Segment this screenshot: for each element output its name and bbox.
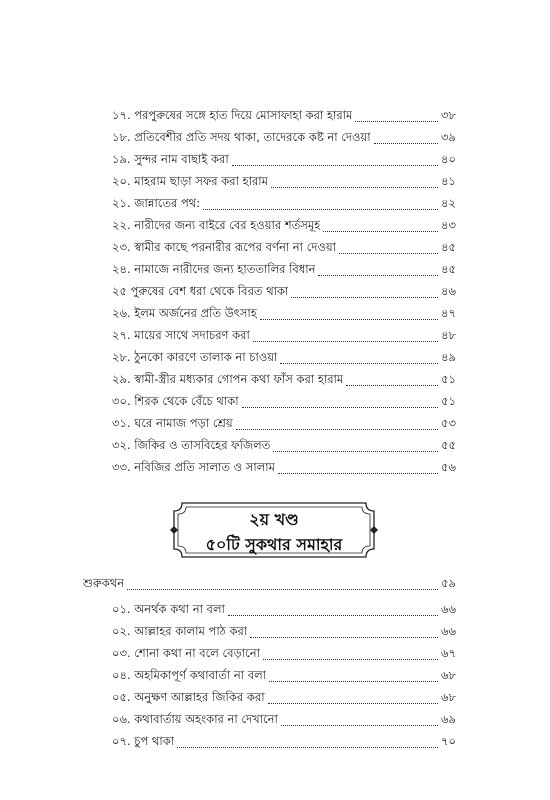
dot-leader (280, 363, 438, 364)
toc-entry-page: ৪৫ (441, 240, 456, 254)
toc-entry[interactable] (112, 708, 456, 730)
toc-entry-page: ৫৯ (441, 576, 456, 590)
dot-leader (253, 341, 438, 342)
toc-entry-page: ৬৬ (441, 602, 456, 616)
toc-entry-page: ৫৬ (441, 460, 456, 474)
toc-entry[interactable] (112, 456, 456, 478)
dot-leader (355, 121, 438, 122)
toc-entry-title: ৩১. ঘরে নামাজ পড়া শ্রেয় (112, 416, 233, 430)
toc-entry[interactable] (112, 192, 456, 214)
toc-entry-title: ১৭. পরপুরুষের সঙ্গে হাত দিয়ে মোসাফাহা করা হারাম (112, 108, 353, 122)
toc-entry-title: ৩৩. নবিজির প্রতি সালাত ও সালাম (112, 460, 275, 474)
toc-entry-page: ৪৩ (441, 218, 456, 232)
dot-leader (242, 407, 439, 408)
dot-leader (228, 615, 438, 616)
toc-entry[interactable] (112, 104, 456, 126)
toc-entry-page: ৪৫ (441, 262, 456, 276)
dot-leader (127, 589, 438, 590)
toc-list-part-one (112, 104, 456, 478)
toc-entry-title: ২৪. নামাজে নারীদের জন্য হাততালির বিধান (112, 262, 316, 276)
toc-entry[interactable] (112, 390, 456, 412)
dot-leader (278, 473, 438, 474)
toc-entry[interactable] (112, 170, 456, 192)
toc-entry-page: ৪১ (441, 174, 456, 188)
toc-entry-page: ৪০ (441, 152, 456, 166)
toc-entry-page: ৫৫ (441, 438, 456, 452)
toc-entry-title: ০৭. চুপ থাকা (112, 734, 175, 748)
toc-entry-title: ২৫ পুরুষের বেশ ধরা থেকে বিরত থাকা (112, 284, 289, 298)
toc-entry-page: ৭০ (441, 734, 456, 748)
toc-entry-title: ৩২. জিকির ও তাসবিহের ফজিলত (112, 438, 271, 452)
toc-entry-title: ০৪. অহমিকাপূর্ণ কথাবার্তা না বলা (112, 668, 267, 682)
toc-entry-title: ২৬. ইলম অর্জনের প্রতি উৎসাহ (112, 306, 257, 320)
toc-entry-page: ৬৮ (441, 690, 456, 704)
toc-entry-title: ৩০. শিরক থেকে বেঁচে থাকা (112, 394, 239, 408)
toc-entry-page: ৩৯ (441, 130, 456, 144)
toc-entry-title: ২৩. স্বামীর কাছে পরনারীর রূপের বর্ণনা না দেওয়া (112, 240, 336, 254)
toc-entry[interactable] (112, 324, 456, 346)
toc-entry-title: ২৯. স্বামী-স্ত্রীর মধ্যকার গোপন কথা ফাঁস করা হারাম (112, 372, 344, 386)
toc-entry-intro[interactable] (83, 572, 456, 594)
section-title: ২য় খণ্ড (249, 510, 299, 529)
toc-entry-title: ০১. অনর্থক কথা না বলা (112, 602, 225, 616)
toc-entry[interactable] (112, 434, 456, 456)
toc-entry-page: ৬৭ (441, 646, 456, 660)
dot-leader (260, 319, 438, 320)
toc-entry-page: ৫৩ (441, 416, 456, 430)
toc-entry-title: ২৮. ঠুনকো কারণে তালাক না চাওয়া (112, 350, 278, 364)
toc-entry-page: ৬৮ (441, 668, 456, 682)
toc-entry[interactable] (112, 302, 456, 324)
toc-entry[interactable] (112, 236, 456, 258)
toc-entry[interactable] (112, 664, 456, 686)
toc-entry-title: ২০. মাহরাম ছাড়া সফর করা হারাম (112, 174, 269, 188)
toc-entry[interactable] (112, 258, 456, 280)
dot-leader (346, 385, 438, 386)
section-subtitle: ৫০টি সুকথার সমাহার (205, 535, 343, 554)
dot-leader (374, 143, 439, 144)
toc-list-part-two (83, 572, 456, 752)
toc-entry[interactable] (112, 686, 456, 708)
toc-entry-page: ৪৯ (441, 350, 456, 364)
toc-entry-page: ৫১ (441, 372, 456, 386)
toc-entry[interactable] (112, 412, 456, 434)
dot-leader (250, 637, 438, 638)
toc-entry-title: ২১. জান্নাতের পথ: (112, 196, 201, 210)
toc-entry-page: ৪২ (441, 196, 456, 210)
toc-entry-page: ৪৬ (441, 284, 456, 298)
dot-leader (339, 253, 438, 254)
toc-entry[interactable] (112, 598, 456, 620)
dot-leader (263, 659, 438, 660)
toc-entry-title: শুরুকথন (83, 576, 125, 590)
dot-leader (271, 187, 438, 188)
dot-leader (281, 725, 438, 726)
toc-entry-page: ৬৯ (441, 712, 456, 726)
toc-entry-title: ২২. নারীদের জন্য বাইরে বের হওয়ার শর্তসমূহ (112, 218, 321, 232)
toc-entry[interactable] (112, 368, 456, 390)
toc-entry[interactable] (112, 346, 456, 368)
section-heading-frame (168, 497, 380, 563)
dot-leader (236, 429, 438, 430)
toc-entry-page: ৪৮ (441, 328, 456, 342)
toc-entry-title: ১৮. প্রতিবেশীর প্রতি সদয় থাকা, তাদেরকে কষ্ট না দেওয়া (112, 130, 371, 144)
dot-leader (203, 209, 438, 210)
toc-entry[interactable] (112, 148, 456, 170)
toc-entry-title: ০৩. শোনা কথা না বলে বেড়ানো (112, 646, 260, 660)
toc-entry[interactable] (112, 214, 456, 236)
toc-entry-title: ০২. আল্লাহর কালাম পাঠ করা (112, 624, 248, 638)
toc-entry[interactable] (112, 642, 456, 664)
toc-entry-title: ২৭. মায়ের সাথে সদাচরণ করা (112, 328, 250, 342)
dot-leader (269, 681, 438, 682)
toc-entry-page: ৫১ (441, 394, 456, 408)
toc-entry[interactable] (112, 126, 456, 148)
toc-entry-title: ০৬. কথাবার্তায় অহংকার না দেখানো (112, 712, 278, 726)
toc-entry-title: ০৫. অনুক্ষণ আল্লাহর জিকির করা (112, 690, 265, 704)
dot-leader (273, 451, 438, 452)
toc-entry[interactable] (112, 730, 456, 752)
dot-leader (291, 297, 438, 298)
dot-leader (323, 231, 438, 232)
toc-entry-page: ৬৬ (441, 624, 456, 638)
toc-entry-title: ১৯. সুন্দর নাম বাছাই করা (112, 152, 229, 166)
toc-entry-page: ৪৭ (441, 306, 456, 320)
toc-entry[interactable] (112, 280, 456, 302)
toc-entry-page: ৩৮ (441, 108, 456, 122)
toc-entry[interactable] (112, 620, 456, 642)
dot-leader (268, 703, 438, 704)
dot-leader (318, 275, 438, 276)
dot-leader (177, 747, 438, 748)
dot-leader (232, 165, 438, 166)
